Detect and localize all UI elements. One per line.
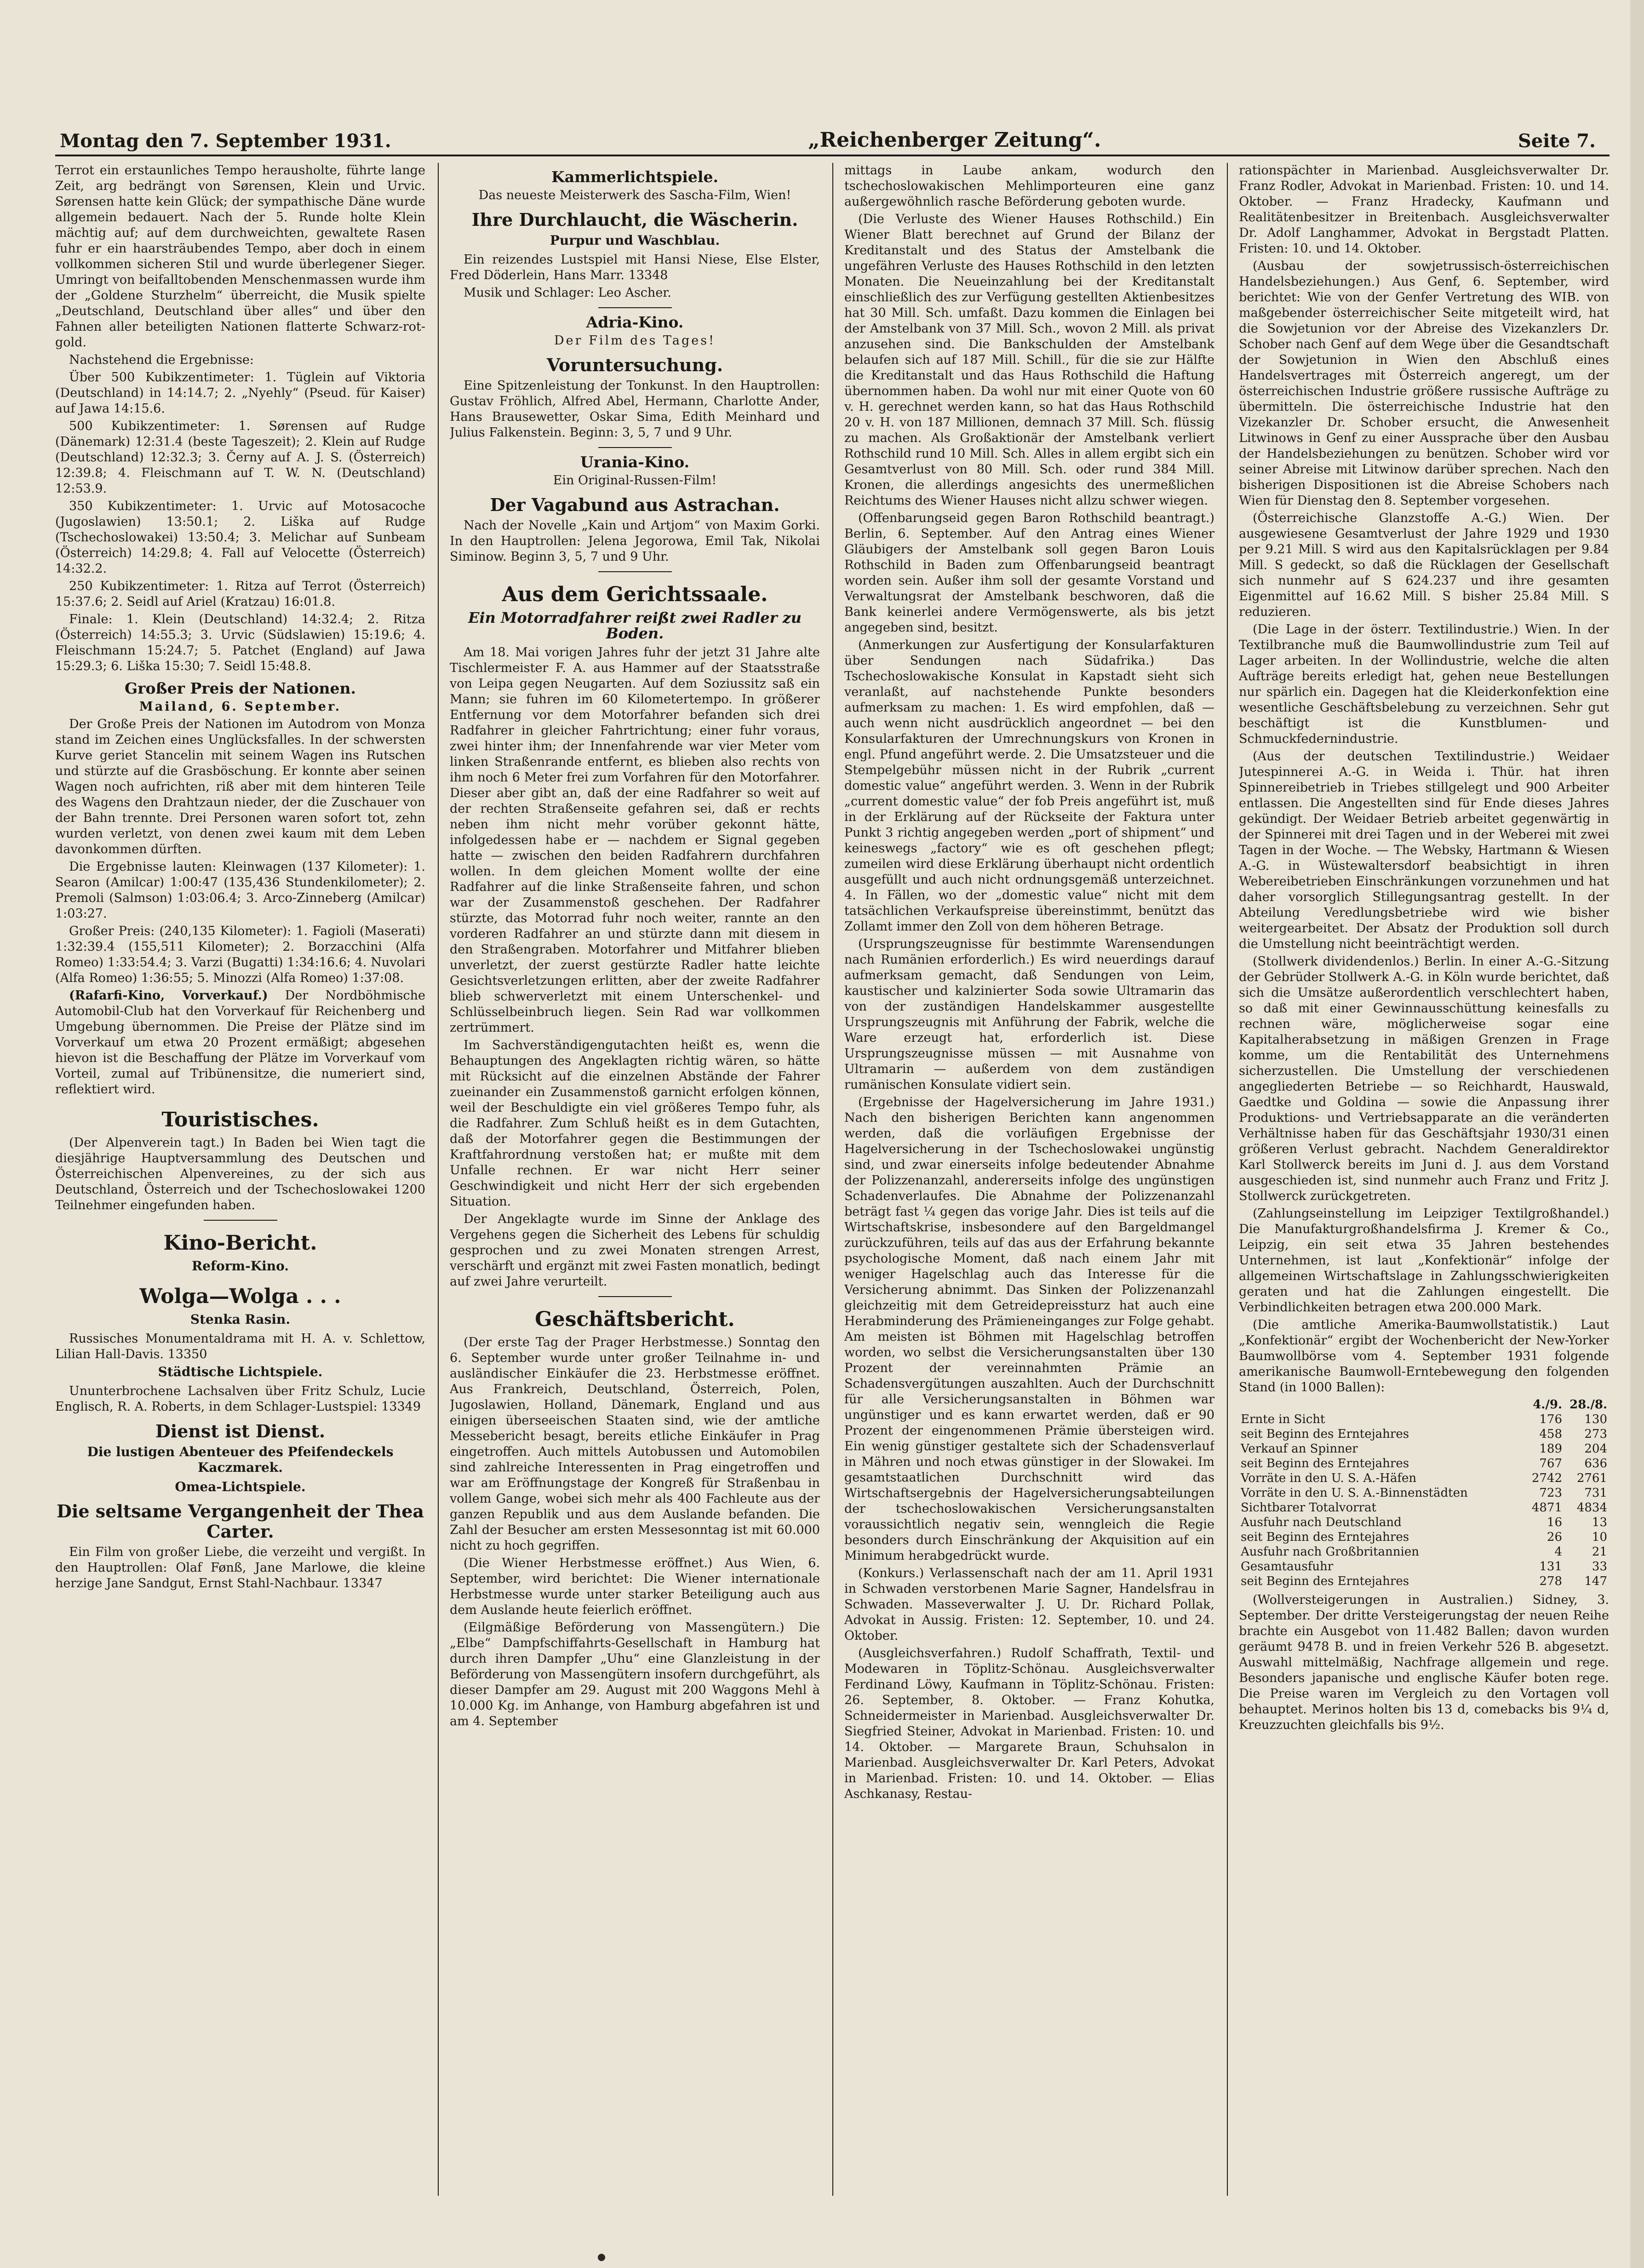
film-title: Die seltsame Vergangenheit der Thea Carter. [56,1501,424,1542]
article-text: Das neueste Meisterwerk des Sascha-Film, Wien! [478,188,791,202]
row-value: 176 [1539,1412,1562,1426]
film-title: Ihre Durchlaucht, die Wäscherin. [471,209,798,230]
divider [598,307,672,308]
divider [598,447,672,448]
row-label: seit Beginn des Erntejahres [1241,1427,1409,1441]
section-heading: Kino-Bericht. [163,1231,317,1255]
table-row [1239,1574,1609,1589]
column-rule [1227,163,1228,2196]
film-title: Wolga—Wolga . . . [139,1285,341,1308]
article-text: Musik und Schlager: Leo Ascher. [464,286,671,300]
table-row [1239,1471,1609,1486]
row-label: Verkauf an Spinner [1241,1442,1358,1456]
article-text: Ununterbrochene Lachsalven über Fritz Schulz, Lucie Englisch, R. A. Roberts, in dem Schlager-Lustspiel: 13349 [55,1384,425,1414]
table-row [1239,1441,1609,1456]
article-text: Nachstehend die Ergebnisse: [69,353,254,367]
article-text: (Ausbau der sowjetrussisch-österreichischen Handelsbeziehungen.) Aus Genf, 6. September, wird berichtet: Wie von der Genfer Vertretung des WIB. von maßgebender österreichischer Seite mitgeteilt wird, hat die Sowjetunion vor der Abreise des Vizekanzlers Dr. Schober nach Genf auf dem Wege über die Gesandtschaft der Sowjetunion in Wien den Abschluß eines Handelsvertrages mit Österreich angeregt, um der österreichischen Industrie größere russische Aufträge zu übermitteln. Die österreichische Industrie hat den Vizekanzler Dr. Schober ersucht, die Anwesenheit Litwinows in Genf zu einer Aussprache über den Ausbau der Handelsbeziehungen zu benützen. Schober wird vor seiner Abreise mit Litwinow darüber sprechen. Nach den bisherigen Dispositionen ist die Abreise Schobers nach Wien für Dienstag den 8. September vorgesehen. [1239,259,1609,508]
article-text: Der Große Preis der Nationen im Autodrom von Monza stand im Zeichen eines Unglücksfalles. In der schwersten Kurve geriet Stancelin mit seinem Wagen ins Rutschen und stürzte auf die Grasböschung. Er konnte aber seinen Wagen noch aufrichten, riß aber mit dem hinteren Teile des Wagens den Drahtzaun nieder, der die Zuschauer von der Bahn trennte. Drei Personen waren sofort tot, zehn wurden verletzt, von denen zwei kaum mit dem Leben davonkommen dürften. [55,717,425,856]
row-value: 189 [1539,1442,1562,1456]
table-header-cell: 4./9. [1533,1398,1562,1412]
divider [204,1220,277,1221]
row-value: 26 [1547,1530,1562,1544]
table-row [1239,1456,1609,1471]
row-label: Gesamtausfuhr [1241,1560,1334,1573]
film-subtitle: Die lustigen Abenteuer des Pfeifendeckels Kaczmarek. [87,1444,394,1475]
article-text: Im Sachverständigengutachten heißt es, wenn die Behauptungen des Angeklagten richtig wären, so hätte mit Rücksicht auf die einzelnen Abstände der Fahrer zueinander ein Zusammenstoß garnicht erfolgen können, weil der Beschuldigte ein viel größeres Tempo fuhr, als die Radfahrer. Zum Schluß heißt es in dem Gutachten, daß der Motorfahrer gegen die Bestimmungen der Kraftfahrordnung verstoßen hat; er mußte mit dem Unfalle rechnen. Er war nicht Herr seiner Geschwindigkeit und nicht Herr der sich ergebenden Situation. [450,1038,820,1209]
article-text: Nach der Novelle „Kain und Artjom“ von Maxim Gorki. In den Hauptrollen: Jelena Jegorowa, Emil Tak, Nikolai Siminow. Beginn 3, 5, 7 und 9 Uhr. [450,518,820,564]
film-subtitle: Stenka Rasin. [190,1312,291,1327]
item-title: (Rafarfi-Kino, Vorverkauf.) [69,988,268,1003]
article-text: (Zahlungseinstellung im Leipziger Textilgroßhandel.) Die Manufakturgroßhandelsfirma J. Kremer & Co., Leipzig, ein seit etwa 35 Jahren bestehendes Unternehmen, ist laut „Konfektionär“ infolge der allgemeinen Wirtschaftslage in Zahlungsschwierigkeiten geraten und hat die Zahlungen eingestellt. Die Verbindlichkeiten betragen etwa 200.000 Mark. [1239,1206,1609,1315]
article-text: Der Film des Tages! [554,333,716,348]
row-label: Ausfuhr nach Großbritannien [1241,1545,1419,1559]
article-text: (Der Alpenverein tagt.) In Baden bei Wien tagt die diesjährige Hauptversammlung des Deutschen und Österreichischen Alpenvereines, zu der sich aus Deutschland, Österreich und der Tschechoslowakei 1200 Teilnehmer eingefunden haben. [55,1136,425,1212]
divider [598,571,672,572]
article-text: (Ursprungszeugnisse für bestimmte Warensendungen nach Rumänien erforderlich.) Es wird neuerdings darauf aufmerksam gemacht, daß Sendungen von Leim, kaustischer und kalzinierter Soda sowie Ultramarin das von der zuständigen Handelskammer ausgestellte Ursprungszeugnis mit Anführung der Fabrik, welche die Ware erzeugt hat, erforderlich ist. Diese Ursprungszeugnisse müssen — mit Ausnahme von Ultramarin — außerdem von dem zuständigen rumänischen Konsulate vidiert sein. [844,937,1214,1092]
section-heading: Geschäftsbericht. [535,1308,735,1331]
section-heading: Großer Preis der Nationen. [124,679,356,697]
row-label: Ernte in Sicht [1241,1412,1325,1426]
columns [55,163,1610,2196]
article-subheading: Ein Motorradfahrer reißt zwei Radler zu Boden. [468,609,802,642]
row-value: 13 [1592,1516,1607,1529]
page-edge [1630,0,1644,2268]
table-row [1239,1500,1609,1515]
article-text: mittags in Laube ankam, wodurch den tschechoslowakischen Mehlimporteuren eine ganz außergewöhnlich rasche Beförderung geboten wurde. [844,163,1214,209]
row-value: 273 [1584,1427,1607,1441]
article-text: (Ausgleichsverfahren.) Rudolf Schaffrath, Textil- und Modewaren in Töplitz-Schönau. Ausgleichsverwalter Ferdinand Löwy, Kaufmann in Töplitz-Schönau. Fristen: 26. September, 8. Oktober. — Franz Kohutka, Schneidermeister in Marienbad. Ausgleichsverwalter Dr. Siegfried Steiner, Advokat in Marienbad. Fristen: 10. und 14. Oktober. — Margarete Braun, Schuhsalon in Marienbad. Ausgleichsverwalter Dr. Karl Peters, Advokat in Marienbad. Fristen: 10. und 14. Oktober. — Elias Aschkanasy, Restau- [844,1646,1214,1801]
article-text: (Die Wiener Herbstmesse eröffnet.) Aus Wien, 6. September, wird berichtet: Die Wiener internationale Herbstmesse wurde unter starker Beteiligung auch aus dem Auslande heute feierlich eröffnet. [450,1556,820,1617]
result-line: Über 500 Kubikzentimeter: 1. Tüglein auf Viktoria (Deutschland) in 14:14.7; 2. „Nyehly“ (Pseud. für Kaiser) auf Jawa 14:15.6. [55,370,425,416]
result-line: Finale: 1. Klein (Deutschland) 14:32.4; 2. Ritza (Österreich) 14:55.3; 3. Urvic (Südslawien) 15:19.6; 4. Fleischmann 15:24.7; 5. Patchet (England) auf Jawa 15:29.3; 6. Liška 15:30; 7. Seidl 15:48.8. [55,612,425,673]
row-value: 16 [1547,1516,1562,1529]
row-label: seit Beginn des Erntejahres [1241,1574,1409,1588]
section-heading: Aus dem Gerichtssaale. [502,583,768,606]
header-masthead: „Reichenberger Zeitung“. [808,128,1101,152]
row-value: 21 [1592,1545,1607,1559]
column-rule [832,163,833,2196]
row-value: 723 [1539,1486,1562,1500]
row-value: 4834 [1576,1501,1607,1515]
newspaper-page [55,129,1644,2226]
row-value: 2742 [1531,1471,1562,1485]
article-text: Die Ergebnisse lauten: Kleinwagen (137 Kilometer): 1. Searon (Amilcar) 1:00:47 (135,436 Stundenkilometer); 2. Premoli (Salmson) 1:03:06.4; 3. Arco-Zinneberg (Amilcar) 1:03:27. [55,860,425,921]
article-text: (Die amtliche Amerika-Baumwollstatistik.) Laut „Konfektionär“ ergibt der Wochenbericht der New-Yorker Baumwollbörse vom 4. September 1931 folgende amerikanische Baumwoll-Erntebewegung den folgenden Stand (in 1000 Ballen): [1239,1318,1609,1395]
row-value: 767 [1539,1457,1562,1470]
page-header [55,129,1610,156]
article-text: Ein reizendes Lustspiel mit Hansi Niese, Else Elster, Fred Döderlein, Hans Marr. 13348 [450,253,820,282]
column-rule [438,163,439,2196]
column-2 [450,163,820,2196]
article-text: Großer Preis: (240,135 Kilometer): 1. Fagioli (Maserati) 1:32:39.4 (155,511 Kilometer); 2. Borzacchini (Alfa Romeo) 1:33:54.4; 3. Varzi (Bugatti) 1:34:16.6; 4. Nuvolari (Alfa Romeo) 1:36:55; 5. Minozzi (Alfa Romeo) 1:37:08. [55,924,425,985]
row-value: 10 [1592,1530,1607,1544]
row-label: seit Beginn des Erntejahres [1241,1530,1409,1544]
row-label: Vorräte in den U. S. A.-Häfen [1241,1471,1417,1485]
row-value: 131 [1539,1560,1562,1573]
row-label: Ausfuhr nach Deutschland [1241,1516,1402,1529]
article-text: (Eilgmäßige Beförderung von Massengütern.) Die „Elbe“ Dampfschiffahrts-Gesellschaft in Hamburg hat durch ihren Dampfer „Uhu“ eine Glanzleistung in der Beförderung von Massengütern insofern durchgeführt, als dieser Dampfer am 29. August mit 200 Waggons Mehl à 10.000 Kg. im Anhange, von Hamburg abgefahren ist und am 4. September [450,1620,820,1728]
article-text: Der Angeklagte wurde im Sinne der Anklage des Vergehens gegen die Sicherheit des Lebens für schuldig gesprochen und zu zwei Monaten strengen Arrest, verschärft und ergänzt mit zwei Fasten monatlich, bedingt auf zwei Jahre verurteilt. [450,1212,820,1289]
row-label: Sichtbarer Totalvorrat [1241,1501,1376,1515]
table-header-row [1239,1397,1609,1412]
row-value: 636 [1584,1457,1607,1470]
row-value: 278 [1539,1574,1562,1588]
cinema-name: Omea-Lichtspiele. [175,1479,306,1494]
row-value: 4 [1554,1545,1562,1559]
article-text: (Anmerkungen zur Ausfertigung der Konsularfakturen über Sendungen nach Südafrika.) Das Tschechoslowakische Konsulat in Kapstadt sieht sich veranlaßt, auf nachstehende Punkte besonders aufmerksam zu machen: 1. Es wird empfohlen, daß — auch wenn nicht ausdrücklich angeordnet — bei den Konsularfakturen der Umrechnungskurs von Kronen in engl. Pfund angeführt werde. 2. Die Umsatzsteuer und die Stempelgebühr müssen nicht in der Rubrik „current domestic value“ angeführt werden. 3. Wenn in der Rubrik „current domestic value“ der fob Preis angeführt ist, muß in der Erklärung auf der Rückseite der Faktura unter Punkt 3 richtig angegeben werden „port of shipment“ und keineswegs „factory“ wie es oft geschehen pflegt; zumeilen wird diese Erklärung überhaupt nicht ordentlich ausgefüllt und auch nicht ordnungsgemäß unterzeichnet. 4. In Fällen, wo der „domestic value“ nicht mit dem tatsächlichen Verkaufspreise übereinstimmt, benützt das Zollamt immer den Zoll von dem höheren Betrage. [844,638,1214,934]
header-date: Montag den 7. September 1931. [60,130,391,152]
article-text: (Der erste Tag der Prager Herbstmesse.) Sonntag den 6. September wurde unter großer Teilnahme in- und ausländischer Einkäufer die 23. Herbstmesse eröffnet. Aus Frankreich, Deutschland, Österreich, Polen, Jugoslawien, Holland, Dänemark, England und aus einigen überseeischen Staaten sind, wie der amtliche Messebericht besagt, bereits etliche Einkäufer in Prag eingetroffen. Auch mittels Autobussen und Automobilen sind zahlreiche Interessenten in Prag eingetroffen und war am Eröffnungstage der Kongreß für Straßenbau in vollem Gange, wobei sich mehr als 400 Fachleute aus der ganzen Republik und aus dem Auslande befanden. Die Zahl der Besucher am ersten Messesonntag ist mit 60.000 nicht zu hoch gegriffen. [450,1335,820,1553]
divider [598,1296,672,1297]
row-value: 130 [1584,1412,1607,1426]
ornament-dot [598,2254,605,2261]
table-header-cell: 28./8. [1570,1398,1607,1412]
article-text: rationspächter in Marienbad. Ausgleichsverwalter Dr. Franz Rodler, Advokat in Marienbad. Fristen: 10. und 14. Oktober. — Franz Hradecky, Kaufmann und Realitätenbesitzer in Breitenbach. Ausgleichsverwalter Dr. Adolf Langhammer, Advokat in Bergstadt Platten. Fristen: 10. und 14. Oktober. [1239,163,1609,256]
table-row [1239,1530,1609,1545]
article-text: Am 18. Mai vorigen Jahres fuhr der jetzt 31 Jahre alte Tischlermeister F. A. aus Hammer auf der Staatsstraße von Leipa gegen Neugarten. Auf dem Soziussitz saß ein Mann; sie fuhren im 60 Kilometertempo. In größerer Entfernung vor dem Motorfahrer befanden sich drei Radfahrer in gleicher Fahrtrichtung; einer fuhr voraus, zwei hinter ihm; der Innenfahrende war vier Meter vom linken Straßenrande entfernt, es blieben also rechts von ihm noch 6 Meter frei zum Vorfahren für den Motorfahrer. Dieser aber gibt an, daß der eine Radfahrer so weit auf der rechten Straßenseite gefahren sei, daß er rechts neben ihm nicht mehr vorüber gekonnt hätte, infolgedessen habe er — nachdem er Signal gegeben hatte — zwischen den beiden Radfahrern durchfahren wollen. In dem gleichen Moment wollte der eine Radfahrer auf die linke Straßenseite fahren, und schon war der Zusammenstoß geschehen. Der Radfahrer stürzte, das Motorrad fuhr noch weiter, rannte an den vorderen Radfahrer an und stürzte dann mit diesem in den Straßengraben. Motorfahrer und Mitfahrer blieben unverletzt, der zuerst gestürzte Radler hatte leichte Gesichtsverletzungen erlitten, aber der zweite Radfahrer blieb schwerverletzt mit einem Unterschenkel- und Schlüsselbeinbruch liegen. Sein Rad war vollkommen zertrümmert. [450,645,820,1035]
article-text: Eine Spitzenleistung der Tonkunst. In den Hauptrollen: Gustav Fröhlich, Alfred Abel, Hermann, Charlotte Ander, Hans Brausewetter, Oskar Sima, Edith Meinhard und Julius Falkenstein. Beginn: 3, 5, 7 und 9 Uhr. [450,379,820,440]
result-line: 350 Kubikzentimeter: 1. Urvic auf Motosacoche (Jugoslawien) 13:50.1; 2. Liška auf Rudge (Tschechoslowakei) 13:50.4; 3. Melichar auf Sunbeam (Österreich) 14:29.8; 4. Fall auf Velocette (Österreich) 14:32.2. [55,499,425,576]
cinema-name: Adria-Kino. [586,313,684,331]
row-label: seit Beginn des Erntejahres [1241,1457,1409,1470]
article-text: (Die Verluste des Wiener Hauses Rothschild.) Ein Wiener Blatt berechnet auf Grund der Bilanz der Kreditanstalt und des Status der Amstelbank die ungefähren Verluste des Hauses Rothschild in den letzten Monaten. Die Neueinzahlung bei der Kreditanstalt einschließlich des zur Verfügung gestellten Aktienbesitzes hat 30 Mill. Sch. umfaßt. Dazu kommen die Einlagen bei der Amstelbank von 37 Mill. Sch., wovon 2 Mill. als privat anzusehen sind. Die Bankschulden der Amstelbank belaufen sich auf 187 Mill. Schill., für die sie zur Hälfte die Kreditanstalt und das Haus Rothschild die Haftung übernommen haben. Da wohl nur mit einer Quote von 60 v. H. gerechnet werden kann, so hat das Haus Rothschild 20 v. H. von 187 Millionen, demnach 37 Mill. Sch. flüssig zu machen. Als Großaktionär der Amstelbank verliert Rothschild rund 10 Mill. Sch. Alles in allem ergibt sich ein Gesamtverlust von 80 Mill. Sch. oder rund 384 Mill. Kronen, die allerdings angesichts des unermeßlichen Reichtums des Wiener Hauses nicht allzu schwer wiegen. [844,212,1214,508]
table-row [1239,1559,1609,1574]
header-page-number: Seite 7. [1518,130,1596,152]
table-row [1239,1412,1609,1427]
result-line: 250 Kubikzentimeter: 1. Ritza auf Terrot (Österreich) 15:37.6; 2. Seidl auf Ariel (Kratzau) 16:01.8. [55,579,425,609]
row-value: 458 [1539,1427,1562,1441]
table-row [1239,1486,1609,1500]
dateline: Mailand, 6. September. [139,700,342,714]
row-value: 4871 [1531,1501,1562,1515]
row-value: 731 [1584,1486,1607,1500]
film-title: Voruntersuchung. [546,355,723,375]
article-text: (Ergebnisse der Hagelversicherung im Jahre 1931.) Nach den bisherigen Berichten kann angenommen werden, daß die vorläufigen Ergebnisse der Hagelversicherung in der Tschechoslowakei ungünstig sind, und zwar einerseits infolge bedeutender Abnahme der Polizzenanzahl, andererseits infolge des ungünstigen Schadenverlaufes. Die Abnahme der Polizzenanzahl beträgt fast ¼ gegen das vorige Jahr. Dies ist teils auf die Wirtschaftskrise, insbesondere auf den Bargeldmangel zurückzuführen, teils auf das aus der Erfahrung bekannte psychologische Moment, daß nach einem Jahr mit weniger Hagelschlag auch das Interesse für die Versicherung abnimmt. Das Sinken der Polizzenanzahl gleichzeitig mit dem Getreidepreissturz hat auch eine Herabminderung des Prämieneinganges zur Folge gehabt. Am meisten ist Böhmen mit Hagelschlag betroffen worden, wo selbst die Versicherungsanstalten über 130 Prozent der vereinnahmten Prämie an Schadensvergütungen auszahlten. Auch der Durchschnitt für alle Versicherungsanstalten in Böhmen war ungünstiger und es kann erwartet werden, daß er 90 Prozent der eingenommenen Prämie übersteigen wird. Ein wenig günstiger gestaltete sich der Schadensverlauf in Mähren und noch etwas günstiger in der Slowakei. Im gesamtstaatlichen Durchschnitt wird das Wirtschaftsergebnis der Hagelversicherungsabteilungen der tschechoslowakischen Versicherungsanstalten voraussichtlich negativ sein, wenngleich die Regie besonders durch Einschränkung der Akquisition auf ein Minimum herabgedrückt wurde. [844,1095,1214,1563]
article-text: Der Nordböhmische Automobil-Club hat den Vorverkauf für Reichenberg und Umgebung übernommen. Die Preise der Plätze sind im Vorverkauf um etwa 20 Prozent ermäßigt; abgesehen hievon ist die Beschaffung der Plätze im Vorverkauf vom Vorteil, zumal auf Tribünensitze, die numeriert sind, reflektiert wird. [55,988,425,1097]
article-text: (Offenbarungseid gegen Baron Rothschild beantragt.) Berlin, 6. September. Auf den Antrag eines Wiener Gläubigers der Amstelbank soll gegen Baron Louis Rothschild in Baden zum Offenbarungseid beantragt worden sein. Außer ihm soll der gesamte Vorstand und Verwaltungsrat der Amstelbank beschworen, daß die Bank keinerlei andere Vermögenswerte, als bis jetzt angegeben sind, besitzt. [844,511,1214,635]
table-row [1239,1427,1609,1441]
section-heading: Touristisches. [161,1108,319,1131]
film-subtitle: Purpur und Waschblau. [550,233,720,248]
column-1 [55,163,425,2196]
article-text: Terrot ein erstaunliches Tempo herausholte, führte lange Zeit, arg bedrängt von Sørensen, Klein und Urvic. Sørensen hatte kein Glück; der sympathische Däne wurde allgemein bedauert. Nach der 5. Runde holte Klein mächtig auf; auf dem durchweichten, gewaltete Rasen fuhr er ein haarsträubendes Tempo, aber doch in einem vollkommen sicheren Stil und wurde überlegener Sieger. Umringt von beifalltobenden Menschenmassen wurde ihm der „Goldene Sturzhelm“ überreicht, die Musik spielte „Deutschland, Deutschland über alles“ und über den Fahnen aller beteiligten Nationen flatterte Schwarz-rot-gold. [55,163,425,350]
table-row [1239,1515,1609,1530]
article-text: Ein Film von großer Liebe, die verzeiht und vergißt. In den Hauptrollen: Olaf Fønß, Jane Marlowe, die kleine herzige Jane Sandgut, Ernst Stahl-Nachbaur. 13347 [55,1545,425,1590]
cinema-name: Städtische Lichtspiele. [158,1364,323,1379]
film-title: Der Vagabund aus Astrachan. [490,494,780,515]
article-text: (Aus der deutschen Textilindustrie.) Weidaer Jutespinnerei A.-G. in Weida i. Thür. hat ihren Spinnereibetrieb in Triebes stillgelegt und 900 Arbeiter entlassen. Die Angestellten sind für Ende dieses Jahres gekündigt. Der Weidaer Betrieb arbeitet gegenwärtig in der Spinnerei mit drei Tagen und in der Weberei mit zwei Tagen in der Woche. — The Websky, Hartmann & Wiesen A.-G. in Wüstewaltersdorf beabsichtigt in ihren Webereibetrieben Einschränkungen vorzunehmen und hat daher vorsorglich Stillegungsantrag gestellt. In der Abteilung Veredlungsbetriebe wird wie bisher weitergearbeitet. Der Absatz der Produktion soll durch die Umstellung nicht beeinträchtigt werden. [1239,749,1609,951]
article-text: (Wollversteigerungen in Australien.) Sidney, 3. September. Der dritte Versteigerungstag der neuen Reihe brachte ein Ausgebot von 11.482 Ballen; davon wurden geräumt 9478 B. und in freien Verkehr 526 B. abgesetzt. Auswahl mittelmäßig, Nachfrage allgemein und rege. Besonders japanische und englische Käufer boten rege. Die Preise waren im Vergleich zu den Vortagen voll behauptet. Merinos holten bis 13 d, comebacks bis 9¼ d, Kreuzzuchten gleichfalls bis 9½. [1239,1593,1609,1732]
cinema-name: Reform-Kino. [191,1258,289,1274]
article-text: (Stollwerk dividendenlos.) Berlin. In einer A.-G.-Sitzung der Gebrüder Stollwerk A.-G. in Köln wurde berichtet, daß sich die Umsätze außerordentlich verschlechtert haben, so daß mit einer Gewinnausschüttung keinesfalls zu rechnen wäre, möglicherweise sogar eine Kapitalherabsetzung in mäßigen Grenzen in Frage komme, um die Rentabilität des Unternehmens sicherzustellen. Die Umstellung der verschiedenen angegliederten Betriebe — so Reichhardt, Hauswald, Gaedtke und Goldina — sowie die Anpassung ihrer Produktions- und Vertriebsapparate an die veränderten Verhältnisse haben für das Geschäftsjahr 1930/31 einen größeren Verlust gebracht. Nachdem Generaldirektor Karl Stollwerck bereits im Juni d. J. aus dem Vorstand ausgeschieden ist, sind nunmehr auch Franz und Fritz J. Stollwerck zurückgetreten. [1239,954,1609,1203]
article-text: (Konkurs.) Verlassenschaft nach der am 11. April 1931 in Schwaden verstorbenen Marie Sagner, Handelsfrau in Schwaden. Masseverwalter J. U. Dr. Richard Pollak, Advokat in Aussig. Fristen: 12. September, 10. und 24. Oktober. [844,1566,1214,1643]
column-4 [1239,163,1609,2196]
column-3 [844,163,1214,2196]
cinema-name: Urania-Kino. [580,453,690,471]
row-value: 147 [1584,1574,1607,1588]
cotton-table [1239,1397,1609,1589]
film-title: Dienst ist Dienst. [155,1421,326,1441]
article-text: (Die Lage in der österr. Textilindustrie.) Wien. In der Textilbranche muß die Baumwollindustrie zum Teil auf Lager arbeiten. In der Wollindustrie, welche die alten Aufträge bereits erledigt hat, gehen neue Bestellungen nur spärlich ein. Dagegen hat die Kleiderkonfektion eine wesentliche Geschäftsbelebung zu verzeichnen. Sehr gut beschäftigt ist die Kunstblumen- und Schmuckfedernindustrie. [1239,622,1609,746]
result-line: 500 Kubikzentimeter: 1. Sørensen auf Rudge (Dänemark) 12:31.4 (beste Tageszeit); 2. Klein auf Rudge (Deutschland) 12:32.3; 3. Černy auf A. J. S. (Österreich) 12:39.8; 4. Fleischmann auf T. W. N. (Deutschland) 12:53.9. [55,419,425,496]
cinema-name: Kammerlichtspiele. [551,168,718,186]
article-text: Russisches Monumentaldrama mit H. A. v. Schlettow, Lilian Hall-Davis. 13350 [55,1332,425,1361]
table-row [1239,1545,1609,1559]
article-text: (Österreichische Glanzstoffe A.-G.) Wien. Der ausgewiesene Gesamtverlust der Jahre 1929 und 1930 per 9.21 Mill. S wird aus den Kapitalsrücklagen per 9.84 Mill. S gedeckt, so daß die Rücklagen der Gesellschaft sich nunmehr auf S 624.237 und ihre gesamten Eigenmittel auf 16.62 Mill. S bisher 25.84 Mill. S reduzieren. [1239,511,1609,619]
row-label: Vorräte in den U. S. A.-Binnenstädten [1241,1486,1468,1500]
row-value: 204 [1584,1442,1607,1456]
row-value: 33 [1592,1560,1607,1573]
row-value: 2761 [1576,1471,1607,1485]
article-text: Ein Original-Russen-Film! [553,473,717,488]
